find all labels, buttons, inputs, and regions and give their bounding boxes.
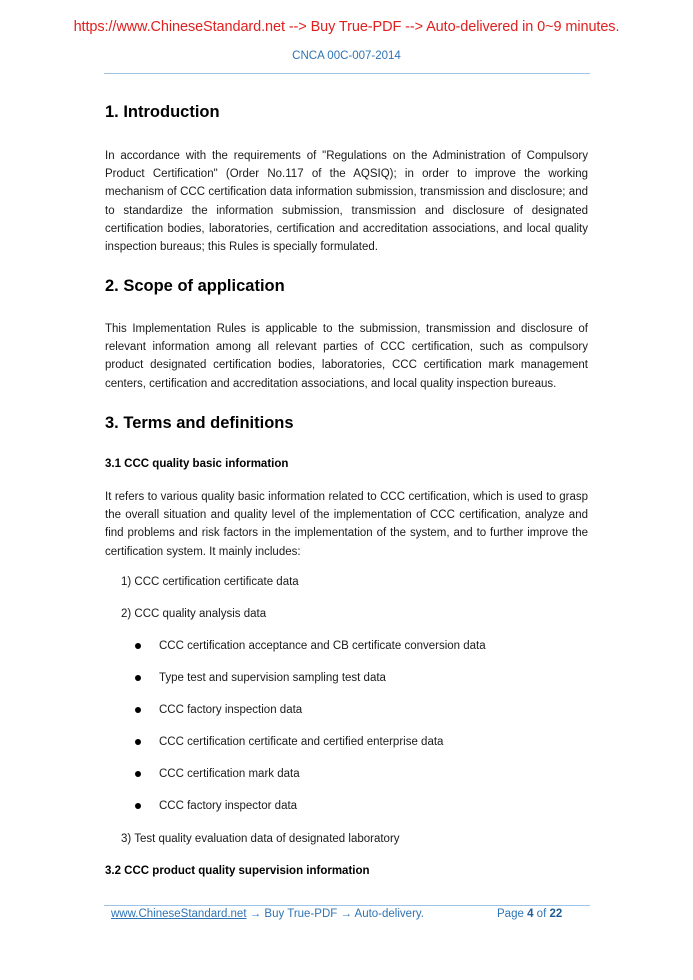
bullet-dot-icon bbox=[135, 643, 141, 649]
bullet-dot-icon bbox=[135, 739, 141, 745]
header-divider bbox=[104, 73, 590, 74]
bullet-dot-icon bbox=[135, 771, 141, 777]
page-indicator bbox=[497, 908, 562, 920]
scope-paragraph: This Implementation Rules is applicable to the submission, transmission and disclosure of relevant information among all relevant parties of CCC certification, such as compulsory product designated certification bodies, laboratories, CCC certification mark management centers, certification and accreditation associations, and local quality inspection bureaus. bbox=[105, 323, 588, 390]
bullet-text: CCC factory inspector data bbox=[159, 800, 298, 812]
bullet-dot-icon bbox=[135, 803, 141, 809]
numbered-item-2: 2) CCC quality analysis data bbox=[121, 608, 267, 620]
document-id: CNCA 00C-007-2014 bbox=[292, 50, 401, 62]
numbered-item-1: 1) CCC certification certificate data bbox=[121, 576, 299, 588]
section-title-scope: 2. Scope of application bbox=[105, 277, 285, 295]
footer-tagline: → Buy True-PDF → Auto-delivery. bbox=[246, 908, 424, 920]
page-label: Page bbox=[497, 908, 524, 920]
bullet-text: CCC factory inspection data bbox=[159, 704, 303, 716]
bullet-dot-icon bbox=[135, 707, 141, 713]
bullet-dot-icon bbox=[135, 675, 141, 681]
subsection-title-3-2: 3.2 CCC product quality supervision information bbox=[105, 865, 370, 877]
bullet-text: Type test and supervision sampling test data bbox=[159, 672, 386, 684]
section-title-introduction: 1. Introduction bbox=[105, 103, 220, 121]
bullet-item bbox=[135, 800, 297, 812]
bullet-item bbox=[135, 704, 302, 716]
numbered-item-3: 3) Test quality evaluation data of designated laboratory bbox=[121, 833, 400, 845]
bullet-text: CCC certification certificate and certified enterprise data bbox=[159, 736, 444, 748]
introduction-paragraph: In accordance with the requirements of "Regulations on the Administration of Compulsory Product Certification" (Order No.117 of the AQSIQ); in order to improve the working mechanism of CCC certification data information submission, transmission and disclosure; and to standardize the information submission, transmission and disclosure of designated certification bodies, laboratories, certification and accreditation associations, and local quality inspection bureaus; this Rules is specially formulated. bbox=[105, 150, 588, 254]
bullet-item bbox=[135, 768, 300, 780]
bullet-text: CCC certification mark data bbox=[159, 768, 300, 780]
subsection-title-3-1: 3.1 CCC quality basic information bbox=[105, 458, 289, 470]
page-total: 22 bbox=[549, 908, 563, 920]
bullet-item bbox=[135, 736, 443, 748]
section-title-terms: 3. Terms and definitions bbox=[105, 414, 294, 432]
footer-promo bbox=[111, 908, 424, 920]
page-current: 4 bbox=[527, 908, 534, 920]
footer-divider bbox=[104, 905, 590, 906]
bullet-item bbox=[135, 672, 386, 684]
bullet-item bbox=[135, 640, 486, 652]
footer-site-link[interactable]: www.ChineseStandard.net bbox=[111, 908, 247, 920]
bullet-text: CCC certification acceptance and CB certificate conversion data bbox=[159, 640, 486, 652]
promo-banner[interactable]: https://www.ChineseStandard.net --> Buy True-PDF --> Auto-delivered in 0~9 minutes. bbox=[73, 19, 620, 35]
quality-info-paragraph: It refers to various quality basic information related to CCC certification, which is used to grasp the overall situation and quality level of the implementation of CCC certification, analyze and find problems and risk factors in the implementation of the system, and to further improve the certification system. It mainly includes: bbox=[105, 491, 588, 558]
of-label: of bbox=[536, 908, 547, 920]
